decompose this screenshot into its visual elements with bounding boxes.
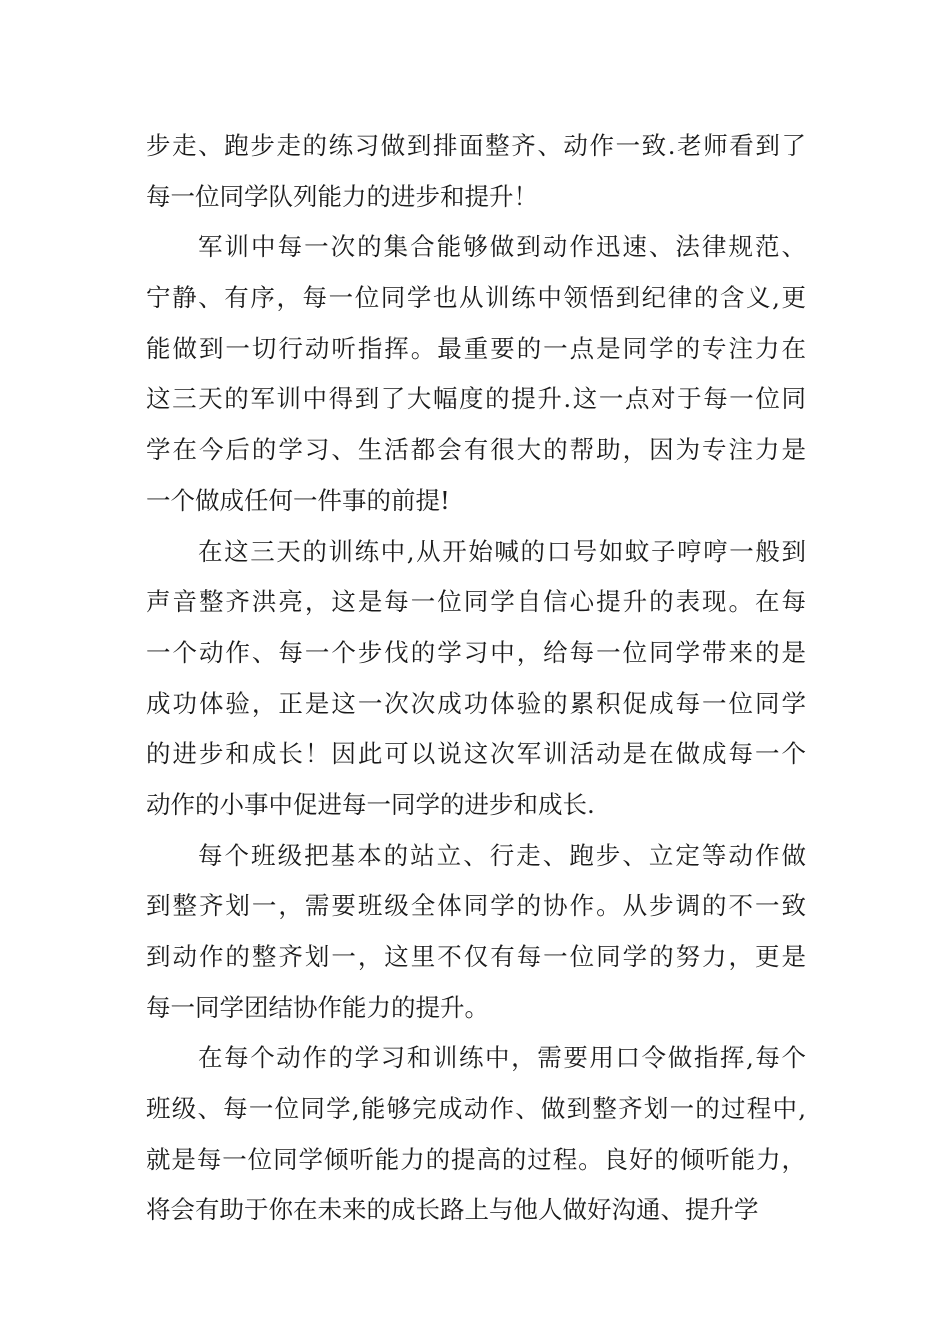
text-line: 一个动作、每一个步伐的学习中，给每一位同学带来的是 xyxy=(146,637,808,667)
text-line: 学在今后的学习、生活都会有很大的帮助，因为专注力是 xyxy=(146,435,808,465)
text-line: 宁静、有序，每一位同学也从训练中领悟到纪律的含义,更 xyxy=(146,283,808,313)
text-line: 每一同学团结协作能力的提升。 xyxy=(146,992,489,1022)
text-line: 动作的小事中促进每一同学的进步和成长. xyxy=(146,789,595,819)
text-line: 到整齐划一，需要班级全体同学的协作。从步调的不一致 xyxy=(146,891,808,921)
text-line: 到动作的整齐划一，这里不仅有每一位同学的努力，更是 xyxy=(146,942,808,971)
text-line: 将会有助于你在未来的成长路上与他人做好沟通、提升学 xyxy=(146,1195,759,1225)
text-line: 一个做成任何一件事的前提! xyxy=(146,485,450,515)
text-line: 每一位同学队列能力的进步和提升！ xyxy=(146,181,538,211)
text-line: 这三天的军训中得到了大幅度的提升.这一点对于每一位同 xyxy=(146,384,808,414)
text-line: 声音整齐洪亮，这是每一位同学自信心提升的表现。在每 xyxy=(146,587,808,617)
paragraph-start-line: 每个班级把基本的站立、行走、跑步、立定等动作做 xyxy=(198,840,809,870)
text-line: 步走、跑步走的练习做到排面整齐、动作一致.老师看到了 xyxy=(146,131,808,160)
text-line: 能做到一切行动听指挥。最重要的一点是同学的专注力在 xyxy=(146,333,808,363)
paragraph-start-line: 军训中每一次的集合能够做到动作迅速、法律规范、 xyxy=(198,232,809,262)
paragraph-start-line: 在每个动作的学习和训练中，需要用口令做指挥,每个 xyxy=(198,1043,808,1073)
text-line: 就是每一位同学倾听能力的提高的过程。良好的倾听能力， xyxy=(146,1144,807,1174)
body-text xyxy=(146,121,809,1236)
text-line: 成功体验，正是这一次次成功体验的累积促成每一位同学 xyxy=(146,688,808,718)
text-line: 的进步和成长！因此可以说这次军训活动是在做成每一个 xyxy=(146,739,808,769)
text-line: 班级、每一位同学,能够完成动作、做到整齐划一的过程中, xyxy=(146,1094,808,1124)
paragraph-start-line: 在这三天的训练中,从开始喊的口号如蚊子哼哼一般到 xyxy=(198,536,808,566)
